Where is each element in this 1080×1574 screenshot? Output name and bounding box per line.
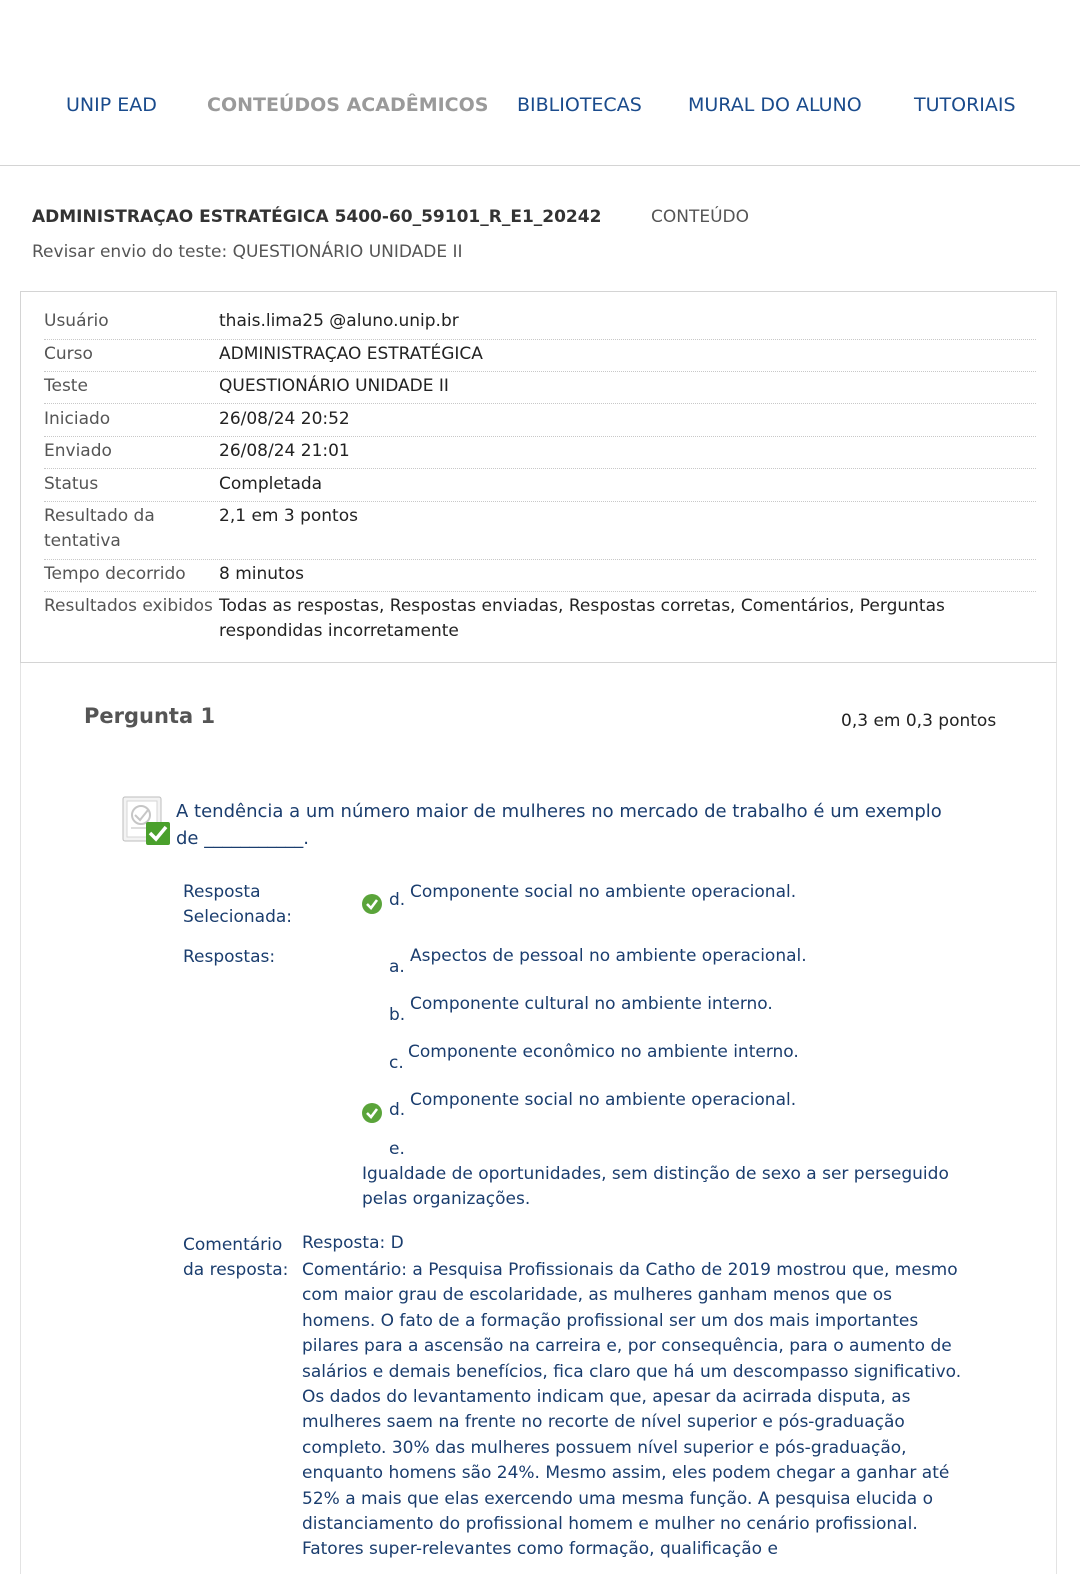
question-points: 0,3 em 0,3 pontos <box>841 711 997 731</box>
question-title: Pergunta 1 <box>84 704 216 728</box>
detail-row-status <box>44 472 1036 502</box>
option-a-text: Aspectos de pessoal no ambiente operacional. <box>410 946 807 966</box>
comment-label: Comentário da resposta: <box>183 1235 289 1280</box>
comment-text: Comentário: a Pesquisa Profissionais da Catho de 2019 mostrou que, mesmo com maior grau de escolaridade, as mulheres ganham menos que os homens. O fato de a formação profissional ser um dos mais importantes pilares para a ascensão na carreira e, por consequência, para o aumento de salários e demais benefícios, fica claro que há um descompasso significativo. Os dados do levantamento indicam que, apesar da acirrada disputa, as mulheres saem na frente no recorte de nível superior e pós-graduação completo. 30% das mulheres possuem nível superior e pós-graduação, enquanto homens são 24%. Mesmo assim, eles podem chegar a ganhar até 52% a mais que elas exercendo uma mesma função. A pesquisa elucida o distanciamento do profissional homem e mulher no cenário profissional. Fatores super-relevantes como formação, qualificação e <box>302 1260 962 1560</box>
attempt-details-panel <box>20 291 1057 663</box>
answers-label: Respostas: <box>183 947 276 967</box>
page-title: Revisar envio do teste: QUESTIONÁRIO UNIDADE II <box>32 242 463 262</box>
detail-value: ADMINISTRAÇAO ESTRATÉGICA <box>219 344 483 364</box>
comment-answer: Resposta: D <box>302 1233 404 1253</box>
option-c-text: Componente econômico no ambiente interno. <box>408 1042 799 1062</box>
detail-row-enviado <box>44 439 1036 469</box>
detail-value: Todas as respostas, Respostas enviadas, Respostas corretas, Comentários, Perguntas respondidas incorretamente <box>219 596 945 641</box>
detail-value: 26/08/24 20:52 <box>219 409 350 429</box>
course-title: ADMINISTRAÇAO ESTRATÉGICA 5400-60_59101_R_E1_20242 <box>32 207 602 227</box>
detail-row-tempo <box>44 562 1036 592</box>
option-b-text: Componente cultural no ambiente interno. <box>410 994 773 1014</box>
detail-row-resultados-exibidos <box>44 594 1036 649</box>
nav-mural-do-aluno[interactable]: MURAL DO ALUNO <box>688 94 862 116</box>
detail-row-curso <box>44 342 1036 372</box>
detail-value: 2,1 em 3 pontos <box>219 506 358 526</box>
detail-label: Iniciado <box>44 409 111 429</box>
detail-label: Status <box>44 474 99 494</box>
nav-conteudos-academicos[interactable]: CONTEÚDOS ACADÊMICOS <box>207 94 489 116</box>
detail-value: QUESTIONÁRIO UNIDADE II <box>219 376 449 396</box>
selected-answer-text: Componente social no ambiente operacional. <box>410 882 797 902</box>
option-d-text: Componente social no ambiente operacional. <box>410 1090 797 1110</box>
top-navigation <box>0 0 1080 166</box>
nav-unip-ead[interactable]: UNIP EAD <box>66 94 157 116</box>
detail-value: Completada <box>219 474 323 494</box>
correct-question-icon <box>121 795 173 847</box>
detail-label: Resultado da tentativa <box>44 506 155 551</box>
content-breadcrumb-link[interactable]: CONTEÚDO <box>651 207 750 227</box>
detail-label: Teste <box>44 376 88 396</box>
detail-value: thais.lima25 @aluno.unip.br <box>219 311 459 331</box>
detail-row-usuario <box>44 309 1036 340</box>
detail-value: 8 minutos <box>219 564 304 584</box>
option-e-text: Igualdade de oportunidades, sem distinção de sexo a ser perseguido pelas organizações. <box>362 1164 949 1209</box>
detail-value: 26/08/24 21:01 <box>219 441 350 461</box>
detail-label: Resultados exibidos <box>44 596 213 616</box>
detail-label: Enviado <box>44 441 112 461</box>
nav-tutoriais[interactable]: TUTORIAIS <box>914 94 1016 116</box>
selected-answer-label: Resposta Selecionada: <box>183 882 293 927</box>
correct-check-icon <box>361 893 383 915</box>
detail-label: Usuário <box>44 311 109 331</box>
option-c-letter: c. <box>389 1053 404 1073</box>
option-d-letter: d. <box>389 1100 406 1120</box>
selected-answer-letter: d. <box>389 890 406 910</box>
detail-row-teste <box>44 374 1036 404</box>
option-b-letter: b. <box>389 1005 406 1025</box>
nav-bibliotecas[interactable]: BIBLIOTECAS <box>517 94 642 116</box>
detail-row-iniciado <box>44 407 1036 437</box>
correct-check-icon <box>361 1102 383 1124</box>
option-e-letter: e. <box>389 1139 405 1159</box>
detail-row-resultado <box>44 504 1036 560</box>
option-a-letter: a. <box>389 957 405 977</box>
question-text: A tendência a um número maior de mulheres no mercado de trabalho é um exemplo de ___________. <box>176 801 942 849</box>
detail-label: Tempo decorrido <box>44 564 186 584</box>
detail-label: Curso <box>44 344 93 364</box>
